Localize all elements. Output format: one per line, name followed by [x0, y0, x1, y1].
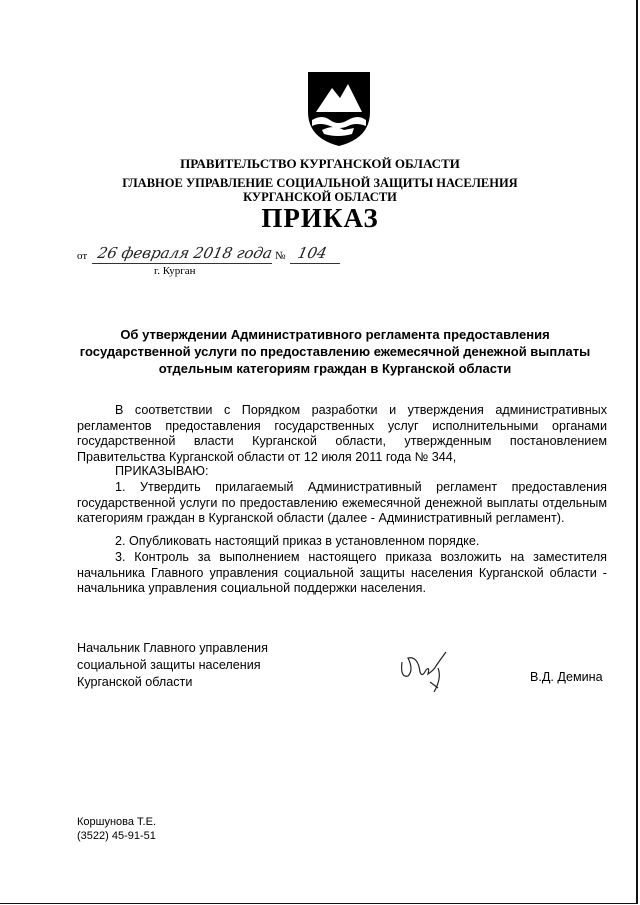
order-item-3: 3. Контроль за выполнением настоящего приказа возложить на заместителя начальника Главного управления социальной защиты населения Курганской области - начальника управления социальной поддержки населения.	[77, 550, 607, 595]
date-from-label: от	[77, 250, 88, 262]
position-line-3: Курганской области	[77, 675, 193, 689]
date-underline	[92, 263, 272, 264]
executor-info	[77, 815, 156, 843]
handwritten-signature	[398, 648, 458, 698]
org-line-2: ГЛАВНОЕ УПРАВЛЕНИЕ СОЦИАЛЬНОЙ ЗАЩИТЫ НАСЕЛЕНИЯ	[122, 176, 518, 190]
document-subject	[70, 326, 600, 377]
order-item-1: 1. Утвердить прилагаемый Административный регламент предоставления государственной услуги по предоставлению ежемесячной денежной выплаты отдельным категориям граждан в Курганской области (далее - Административный регламент).	[77, 480, 607, 525]
subject-line-1: Об утверждении Административного регламента предоставления	[120, 327, 550, 342]
org-line-3: КУРГАНСКОЙ ОБЛАСТИ	[243, 190, 397, 204]
signatory-name: В.Д. Демина	[530, 670, 603, 684]
order-item-2: 2. Опубликовать настоящий приказ в установленном порядке.	[115, 534, 480, 548]
handwritten-date: 26 февраля 2018 года	[96, 244, 274, 262]
position-line-2: социальной защиты населения	[77, 658, 261, 672]
org-line-1: ПРАВИТЕЛЬСТВО КУРГАНСКОЙ ОБЛАСТИ	[180, 156, 460, 171]
subject-line-2: государственной услуги по предоставлению ежемесячной денежной выплаты	[79, 344, 591, 359]
number-label: №	[275, 250, 286, 262]
position-line-1: Начальник Главного управления	[77, 641, 268, 655]
city-label: г. Курган	[154, 265, 196, 277]
number-underline	[290, 263, 340, 264]
preamble-paragraph: В соответствии с Порядком разработки и утверждения административных регламентов предоставления государственных услуг исполнительными органами государственной власти Курганской области, утвержденным постановлением Правительства Курганской области от 12 июля 2011 года № 344,	[77, 403, 607, 464]
executor-phone: (3522) 45-91-51	[77, 830, 156, 842]
executor-name: Коршунова Т.Е.	[77, 816, 157, 828]
document-type-title: ПРИКАЗ	[261, 203, 379, 233]
signatory-position	[77, 640, 268, 691]
handwritten-number: 104	[296, 244, 329, 262]
subject-line-3: отдельным категориям граждан в Курганской области	[158, 361, 512, 376]
order-word: ПРИКАЗЫВАЮ:	[115, 464, 209, 478]
coat-of-arms-icon	[304, 68, 374, 148]
